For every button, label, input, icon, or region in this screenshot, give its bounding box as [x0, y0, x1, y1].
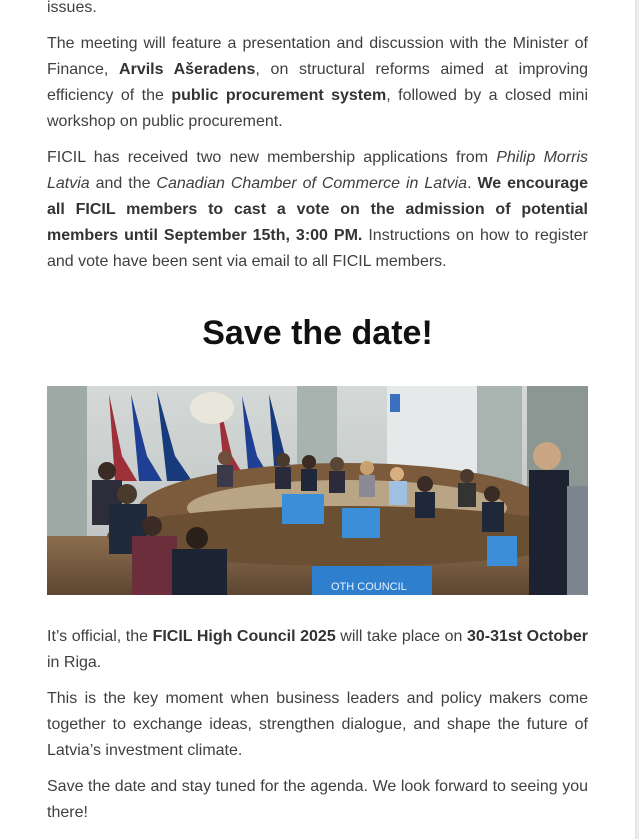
text: in Riga.	[47, 654, 102, 671]
text: , followed by a closed mini workshop on public procurement.	[47, 87, 589, 130]
scrollbar-track[interactable]	[635, 0, 639, 839]
event-dates: 30-31st October	[466, 628, 589, 645]
text: Instructions on how to register and vote have been sent via email to all FICIL members.	[47, 227, 588, 270]
paragraph-key-moment: This is the key moment when business leaders and policy makers come together to exchange ideas, strengthen dialogue, and shape the future of Latvia’s investment climate.	[47, 690, 588, 759]
save-the-date-heading: Save the date!	[202, 314, 433, 352]
text: , on structural reforms aimed at improving efficiency of the	[47, 61, 589, 104]
paragraph-meeting	[47, 31, 588, 135]
intro-section	[47, 0, 588, 275]
council-meeting-photo	[47, 386, 588, 595]
paragraph-closing: Save the date and stay tuned for the agenda. We look forward to seeing you there!	[47, 778, 588, 821]
minister-name: Arvils Ašeradens	[119, 61, 256, 78]
save-date-section	[47, 624, 588, 826]
meeting-room-image	[47, 386, 588, 595]
text: The meeting will feature a presentation and discussion with the Minister of Finance,	[47, 35, 588, 78]
applicant-name: Canadian Chamber of Commerce in Latvia	[156, 175, 468, 192]
text: It’s official, the	[47, 628, 153, 645]
text: .	[467, 175, 478, 192]
vote-call: We encourage all FICIL members to cast a vote on the admission of potential members until September 15th, 3:00 PM.	[47, 175, 589, 244]
applicant-name: Philip Morris Latvia	[47, 149, 589, 192]
paragraph-official	[47, 624, 588, 676]
text: FICIL has received two new membership applications from	[47, 149, 497, 166]
event-name: FICIL High Council 2025	[152, 628, 336, 645]
screen-label: OTH COUNCIL	[331, 581, 407, 593]
procurement-term: public procurement system	[171, 87, 387, 104]
text: issues.	[47, 0, 97, 16]
paragraph-membership	[47, 145, 588, 275]
text: and the	[89, 175, 157, 192]
text: will take place on	[335, 628, 467, 645]
paragraph-tail	[47, 0, 588, 21]
